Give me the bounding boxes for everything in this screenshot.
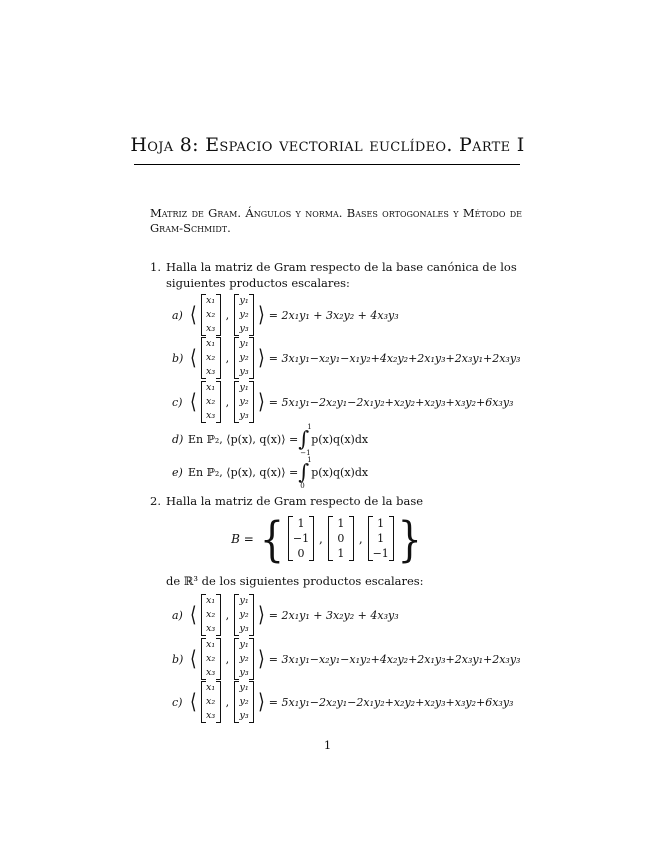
left-angle: ⟨ [190,302,197,328]
item-formula: = 2x₁y₁ + 3x₂y₂ + 4x₃y₃ [268,308,399,322]
item-label: d) [172,432,184,446]
left-angle: ⟨ [190,389,197,415]
q1-number: 1. [150,260,161,274]
item-label: b) [172,351,184,365]
basis-vector [328,516,354,561]
item-formula: = 3x₁y₁−x₂y₁−x₁y₂+4x₂y₂+2x₁y₃+2x₃y₁+2x₃y₃ [268,351,521,365]
right-angle: ⟩ [258,602,265,628]
vector-y-entry: y₁ [239,382,249,393]
left-angle: ⟨ [190,345,197,371]
comma: , [225,652,230,666]
right-angle: ⟩ [258,302,265,328]
right-angle: ⟩ [258,689,265,715]
q2-after-text: de ℝ³ de los siguientes productos escalares: [166,574,424,588]
basis-vector-entry: 1 [337,517,345,530]
basis-vector-entry: 1 [337,547,345,560]
lower-limit: −1 [300,449,311,457]
vector-x [201,337,221,379]
q1-item-d [172,423,369,457]
integral-sign: ∫ 1 0 [298,456,312,490]
q1-item-a [172,293,399,337]
integral [298,423,369,457]
vector-x-entry: x₂ [206,396,216,407]
vector-y-entry: y₃ [239,710,249,721]
vector-y-entry: y₂ [239,696,249,707]
comma: , [225,695,230,709]
vector-y-entry: y₂ [239,352,249,363]
basis-vector-entry: 1 [297,517,305,530]
basis-display [0,511,655,566]
page-title: Hoja 8: Espacio vectorial euclídeo. Parte I [130,134,525,156]
vector-y [234,337,254,379]
comma: , [225,308,230,322]
vector-x-entry: x₁ [206,338,216,349]
q1-item-c [172,380,513,424]
vector-y [234,638,254,680]
vector-x-entry: x₁ [206,682,216,693]
integrand: p(x)q(x)dx [311,465,369,479]
q1-item-b [172,336,520,380]
right-brace: } [397,511,422,566]
basis-var: B = [231,531,254,546]
comma: , [225,395,230,409]
left-angle: ⟨ [190,689,197,715]
vector-y-entry: y₃ [239,410,249,421]
basis-vector-entry: −1 [292,532,310,545]
upper-limit: 1 [307,423,312,431]
vector-x [201,638,221,680]
vector-x-entry: x₁ [206,295,216,306]
vector-x-entry: x₃ [206,366,216,377]
vector-y-entry: y₁ [239,682,249,693]
vector-x-entry: x₃ [206,667,216,678]
item-formula: = 5x₁y₁−2x₂y₁−2x₁y₂+x₂y₂+x₂y₃+x₃y₂+6x₃y₃ [268,395,514,409]
item-formula: = 2x₁y₁ + 3x₂y₂ + 4x₃y₃ [268,608,399,622]
vector-y-entry: y₂ [239,609,249,620]
vector-y [234,294,254,336]
vector-y-entry: y₂ [239,653,249,664]
vector-x [201,294,221,336]
vector-x [201,681,221,723]
vector-x [201,381,221,423]
q2-item-b [172,637,520,681]
upper-limit: 1 [307,456,312,464]
vector-x-entry: x₃ [206,410,216,421]
item-label: e) [172,465,183,479]
q2-number: 2. [150,494,161,508]
q1-text: Halla la matriz de Gram respecto de la base canónica de los siguientes productos escalares: [166,260,517,290]
vector-x-entry: x₂ [206,653,216,664]
comma: , [225,608,230,622]
q1-item-e [172,456,369,490]
item-label: c) [172,695,183,709]
vector-y-entry: y₁ [239,295,249,306]
item-formula: = 5x₁y₁−2x₂y₁−2x₁y₂+x₂y₂+x₂y₃+x₃y₂+6x₃y₃ [268,695,514,709]
vector-y-entry: y₂ [239,396,249,407]
vector-y-entry: y₃ [239,366,249,377]
item-formula: = 3x₁y₁−x₂y₁−x₁y₂+4x₂y₂+2x₁y₃+2x₃y₁+2x₃y₃ [268,652,521,666]
q2-text: Halla la matriz de Gram respecto de la base [166,494,424,508]
page-number: 1 [323,738,332,752]
comma: , [358,531,363,546]
basis-vector-entry: −1 [372,547,389,560]
vector-x [201,594,221,636]
left-angle: ⟨ [190,602,197,628]
vector-y-entry: y₁ [239,595,249,606]
basis-vector-entry: 0 [297,547,305,560]
vector-y-entry: y₃ [239,323,249,334]
title-rule [134,164,520,165]
left-angle: ⟨ [190,646,197,672]
vector-x-entry: x₁ [206,382,216,393]
vector-y [234,594,254,636]
lower-limit: 0 [300,482,305,490]
basis-vector-entry: 0 [337,532,345,545]
vector-x-entry: x₃ [206,710,216,721]
vector-x-entry: x₂ [206,352,216,363]
vector-x-entry: x₂ [206,696,216,707]
item-label: b) [172,652,184,666]
section-heading: Matriz de Gram. Ángulos y norma. Bases ortogonales y Método de Gram-Schmidt. [150,206,522,235]
vector-x-entry: x₁ [206,595,216,606]
item-label: c) [172,395,183,409]
comma: , [319,531,323,546]
integrand: p(x)q(x)dx [311,432,369,446]
integral-sign: ∫ 1 −1 [298,423,312,457]
vector-y-entry: y₁ [239,338,249,349]
q2-item-c [172,680,513,724]
item-prefix: En ℙ₂, ⟨p(x), q(x)⟩ = [188,432,299,446]
vector-y-entry: y₂ [239,309,249,320]
q2-item-a [172,593,399,637]
left-brace: { [259,511,285,566]
vector-x-entry: x₃ [206,323,216,334]
basis-vector-entry: 1 [377,517,385,530]
basis-vector [368,516,394,561]
vector-y-entry: y₃ [239,667,249,678]
right-angle: ⟩ [258,646,265,672]
vector-y [234,381,254,423]
basis-vector [288,516,314,561]
right-angle: ⟩ [258,389,265,415]
vector-x-entry: x₂ [206,609,216,620]
item-prefix: En ℙ₂, ⟨p(x), q(x)⟩ = [188,465,299,479]
item-label: a) [172,608,183,622]
vector-x-entry: x₂ [206,309,216,320]
item-label: a) [172,308,183,322]
vector-x-entry: x₁ [206,639,216,650]
vector-y-entry: y₁ [239,639,249,650]
basis-vector-entry: 1 [377,532,385,545]
vector-y [234,681,254,723]
comma: , [225,351,230,365]
vector-x-entry: x₃ [206,623,216,634]
vector-y-entry: y₃ [239,623,249,634]
right-angle: ⟩ [258,345,265,371]
integral [298,456,369,490]
